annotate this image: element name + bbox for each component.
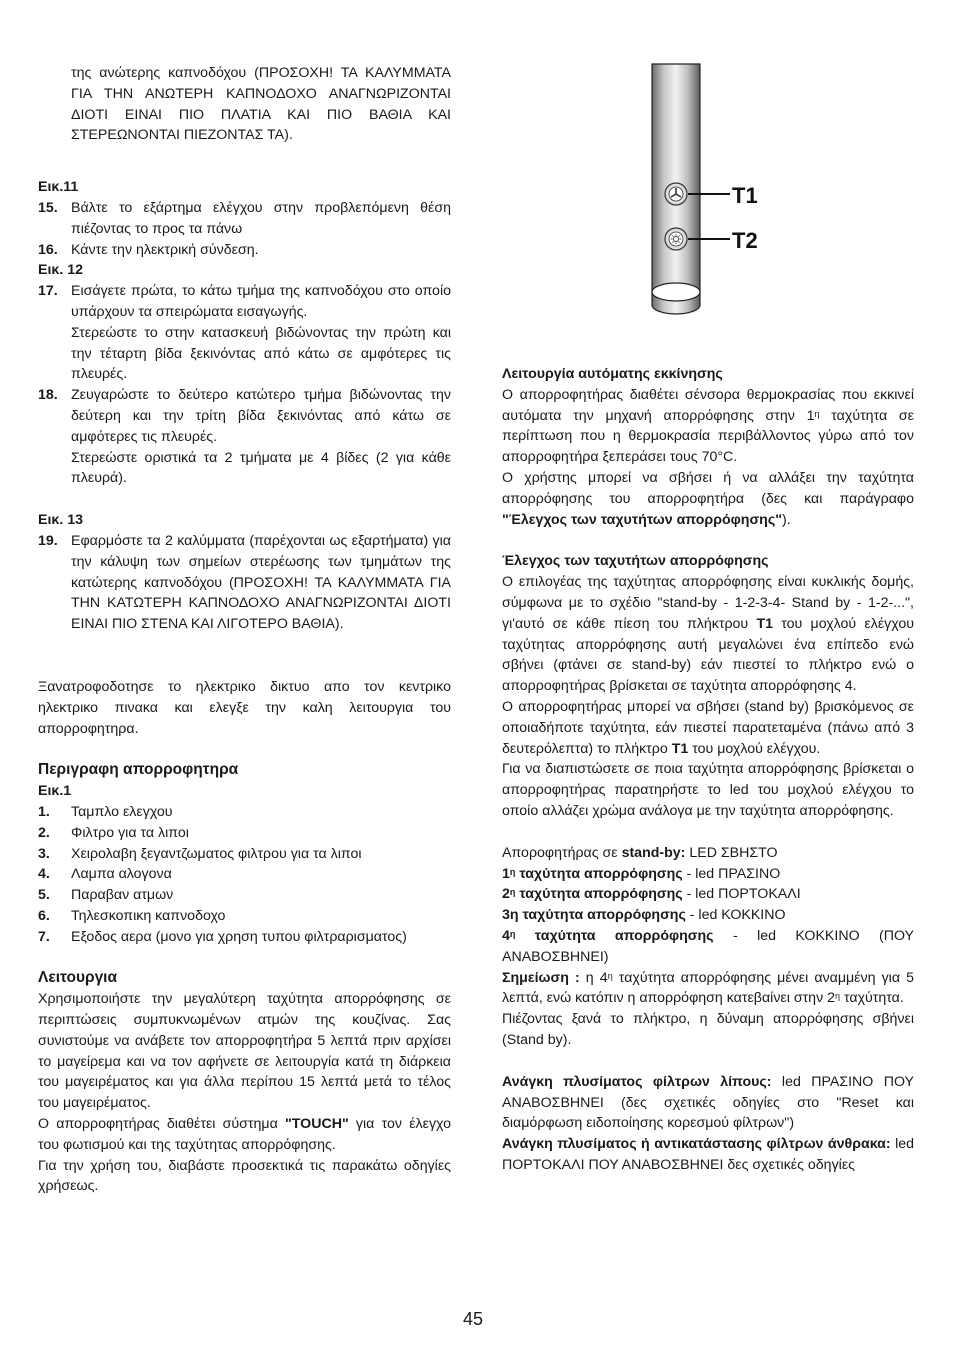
led-state: - led ΚΟΚΚΙΝΟ (ΠΟΥ ΑΝΑΒΟΣΒΗΝΕΙ) <box>502 927 915 965</box>
superscript: η <box>509 928 516 939</box>
step-text <box>71 385 451 489</box>
parts-list-item <box>38 864 451 885</box>
operation-heading: Λειτουργια <box>38 969 118 987</box>
superscript: η <box>509 887 516 898</box>
text-run: Ο απορροφητήρας διαθέτει σύστημα <box>38 1116 286 1133</box>
speed-4-line <box>502 926 914 968</box>
operation-paragraph-3: Για την χρήση του, διαβάστε προσεκτικά τις παρακάτω οδηγίες χρήσεως. <box>38 1157 451 1195</box>
part-text: Εξοδος αερα (μονο για χρηση τυπου φιλτραρισματος) <box>71 928 407 945</box>
led-state: - led ΠΡΑΣΙΝΟ <box>682 865 781 882</box>
control-panel-diagram <box>620 60 770 335</box>
light-icon <box>665 228 687 250</box>
part-number: 5. <box>38 887 50 904</box>
step-text-part1: Εισάγετε πρώτα, το κάτω τμήμα της καπνοδόχου στο οποίο υπάρχουν τα σπειρώματα εισαγωγής. <box>71 283 451 320</box>
speed-control-heading: Έλεγχος των ταχυτήτων απορρόφησης <box>502 553 769 570</box>
speed-1-line <box>502 864 914 885</box>
speed-2-line <box>502 884 914 905</box>
part-text: Τηλεσκοπικη καπνοδοχο <box>71 907 226 924</box>
led-state: - led ΚΟΚΚΙΝΟ <box>685 907 786 924</box>
speed-label: 3η ταχύτητα απορρόφησης <box>502 907 686 924</box>
note-label: Σημείωση : <box>502 969 580 986</box>
operation-paragraph-1: Χρησιμοποιήστε την μεγαλύτερη ταχύτητα απορρόφησης σε περιπτώσεις συμπυκνωμένων ατμών της κουζίνας. Σας συνιστούμε να ανάβετε τον απορροφητήρα 5 λεπτά πριν αρχίσει το μαγείρεμα και να τον αφήνετε σε λειτουργία κατά τη διάρκεια του μαγειρέματος και για άλλα περίπου 15 λεπτά μετά το τέλος του μαγειρέματος. <box>38 991 451 1112</box>
part-number: 2. <box>38 824 50 841</box>
text-run: του μοχλού ελέγχου ταχύτητας απορρόφησης αυτή μεγαλώνει ένα επίπεδο ενώ σβήνει (φτάνει σε stand-by) εάν πιεστεί το πλήκτρο ενώ ο απορροφητήρας βρίσκεται σε ταχύτητα απορρόφησης 4. <box>502 615 914 695</box>
parts-list-item <box>38 802 451 823</box>
text-run: του μοχλού ελέγχου. <box>688 740 821 757</box>
parts-list-item <box>38 823 451 844</box>
carbon-filter-label: Ανάγκη πλυσίματος ή αντικατάστασης φίλτρων άνθρακα: <box>502 1136 891 1153</box>
superscript: η <box>835 991 841 1002</box>
text-run: για τον έλεγχο του φωτισμού και της ταχύτητας απορρόφησης. <box>38 1116 451 1153</box>
text-run: ταχύτητα απορρόφησης μένει αναμμένη για 5 λεπτά, ενώ κατόπιν η απορρόφηση κατεβαίνει στην 2 <box>502 969 915 1007</box>
speed-paragraph-2 <box>502 697 914 759</box>
parts-list-item <box>38 906 451 927</box>
part-number: 3. <box>38 845 50 862</box>
step-18 <box>38 385 451 489</box>
step-17 <box>38 281 451 385</box>
speed-label: ταχύτητα απορρόφησης <box>515 886 683 903</box>
right-column <box>502 364 914 1176</box>
grease-filter-label: Ανάγκη πλυσίματος φίλτρων λίπους: <box>502 1073 772 1090</box>
text-run: Αποροφητήρας σε <box>502 844 622 861</box>
part-text: Λαμπα αλογονα <box>71 866 172 883</box>
standby-line <box>502 843 914 864</box>
step-text: Εφαρμόστε τα 2 καλύμματα (παρέχονται ως εξαρτήματα) για την κάλυψη των σημείων στερέωσης των τμημάτων της κατώτερης καπνοδόχου (ΠΡΟΣΟΧΗ! ΤΑ ΚΑΛΥΜΜΑΤΑ ΓΙΑ ΤΗΝ ΚΑΤΩΤΕΡΗ ΚΑΠΝΟΔΟΧΟ ΑΝΑΓΝΩΡΙΖΟΝΤΑΙ ΔΙΟΤΙ ΕΙΝΑΙ ΠΙΟ ΣΤΕΝΑ ΚΑΙ ΛΙΓΟΤΕΡΟ ΒΑΘΙΑ). <box>71 532 451 633</box>
text-run: η 4 <box>579 969 608 986</box>
continued-text: της ανώτερης καπνοδόχου (ΠΡΟΣΟΧΗ! ΤΑ ΚΑΛΥΜΜΑΤΑ ΓΙΑ ΤΗΝ ΑΝΩΤΕΡΗ ΚΑΠΝΟΔΟΧΟ ΑΝΑΓΝΩΡΙΖΟΝΤΑΙ ΔΙΟΤΙ ΕΙΝΑΙ ΠΙΟ ΠΛΑΤΙΑ ΚΑΙ ΠΙΟ ΒΑΘΙΑ ΚΑΙ ΣΤΕΡΕΩΝΟΝΤΑΙ ΠΙΕΖΟΝΤΑΣ ΤΑ). <box>71 65 451 144</box>
auto-start-paragraph-1 <box>502 385 914 468</box>
text-run: Ο επιλογέας της ταχύτητας απορρόφησης είναι κυκλικής δομής, σύμφωνα με το σχέδιο "stand-by - 1-2-3-4- Stand by - 1-2-...", γι'αυτό σε κάθε πίεση του πλήκτρου <box>502 574 914 632</box>
step-number: 18. <box>38 387 58 404</box>
text-run: led ΠΟΡΤΟΚΑΛΙ ΠΟΥ ΑΝΑΒΟΣΒΗΝΕΙ δες σχετικές οδηγίες <box>502 1136 915 1173</box>
text-run: Ο χρήστης μπορεί να σβήσει ή να αλλάξει την ταχύτητα απορρόφησης του απορροφητήρα (δες και παράγραφο <box>502 469 914 507</box>
part-text: Χειρολαβη ξεγαντζωματος φιλτρου για τα λιποι <box>71 845 362 862</box>
grease-filter-paragraph <box>502 1072 914 1134</box>
step-number: 15. <box>38 199 58 216</box>
reconnect-text: Ξανατροφοδοτησε το ηλεκτρικο δικτυο απο τον κεντρικο ηλεκτρικο πινακα και ελεγξε την καλη λειτουργια του απορροφητηρα. <box>38 678 451 737</box>
press-again-paragraph: Πιέζοντας ξανά το πλήκτρο, η δύναμη απορρόφησης σβήνει (Stand by). <box>502 1011 914 1048</box>
step-text <box>71 281 451 385</box>
step-text-part1: Ζευγαρώστε το δεύτερο κατώτερο τμήμα βιδώνοντας την δεύτερη και την τρίτη βίδα ξεκινόντας από κάτω σε αμφότερες τις πλευρές. <box>71 387 451 445</box>
part-number: 4. <box>38 866 50 883</box>
step-19 <box>38 531 451 635</box>
touch-label: "TOUCH" <box>285 1116 349 1133</box>
parts-list-item <box>38 885 451 906</box>
t2-label: T2 <box>732 228 758 253</box>
parts-list-item <box>38 844 451 865</box>
t1-label: T1 <box>732 183 758 208</box>
part-number: 7. <box>38 928 50 945</box>
operation-paragraph-2 <box>38 1114 451 1156</box>
superscript: η <box>607 970 613 981</box>
text-run: ταχύτητα σε περίπτωση που η θερμοκρασία περιβάλλοντος γύρω από τον απορροφητήρα ξεπεράσει τους 70°C. <box>502 407 914 466</box>
carbon-filter-paragraph <box>502 1134 914 1176</box>
figure-11-label: Εικ.11 <box>38 179 79 196</box>
step-16 <box>38 240 451 261</box>
step-text: Βάλτε το εξάρτημα ελέγχου στην προβλεπόμενη θέση πιέζοντας το προς τα πάνω <box>71 199 451 237</box>
speed-label: ταχύτητα απορρόφησης <box>515 865 683 882</box>
part-text: Ταμπλο ελεγχου <box>71 803 173 820</box>
description-heading: Περιγραφη απορροφητηρα <box>38 761 239 779</box>
part-number: 6. <box>38 907 50 924</box>
note-paragraph <box>502 968 914 1010</box>
text-run: ταχύτητα. <box>840 990 904 1007</box>
step-text-part2: Στερεώστε το στην κατασκευή βιδώνοντας την πρώτη και την τέταρτη βίδα ξεκινόντας από κάτω σε αμφότερες τις πλευρές. <box>71 324 451 383</box>
step-number: 17. <box>38 283 58 300</box>
text-run: led ΠΡΑΣΙΝΟ ΠΟΥ ΑΝΑΒΟΣΒΗΝΕΙ (δες σχετικές οδηγίες στο "Reset και διαμόρφωση ειδοποίησης κορεσμού φίλτρων") <box>502 1073 914 1132</box>
left-column <box>38 63 451 1197</box>
text-run: LED ΣΒΗΣΤΟ <box>685 844 778 861</box>
page-number: 45 <box>463 1309 484 1329</box>
auto-start-paragraph-2 <box>502 468 914 530</box>
led-state: - led ΠΟΡΤΟΚΑΛΙ <box>682 886 801 903</box>
t1-reference: T1 <box>671 740 689 757</box>
auto-start-heading: Λειτουργία αυτόματης εκκίνησης <box>502 366 723 382</box>
fan-icon <box>665 183 687 205</box>
speed-paragraph-3: Για να διαπιστώσετε σε ποια ταχύτητα απορρόφησης βρίσκεται ο απορροφητήρας παρατηρήστε το led του μοχλού ελέγχου το οποίο αλλάζει χρώμα ανάλογα με την ταχύτητα απορρόφησης. <box>502 761 914 819</box>
text-run: ). <box>781 511 791 528</box>
text-run: Ο απορροφητήρας διαθέτει σένσορα θερμοκρασίας που εκκινεί αυτόματα την μηχανή απορρόφησης στην 1 <box>502 386 914 424</box>
step-text: Κάντε την ηλεκτρική σύνδεση. <box>71 241 259 258</box>
speed-number: 2 <box>502 886 510 903</box>
text-run: Ο απορροφητήρας μπορεί να σβήσει (stand by) βρισκόμενος σε οποιαδήποτε ταχύτητα, εάν πιεστεί παρατεταμένα (πάνω από 3 δευτερόλεπτα) το πλήκτρο <box>502 698 914 757</box>
standby-label: stand-by: <box>621 844 686 861</box>
section-reference: "Έλεγχος των ταχυτήτων απορρόφησης" <box>502 511 782 528</box>
part-text: Φιλτρο για τα λιποι <box>71 824 189 841</box>
figure-12-label: Εικ. 12 <box>38 262 83 279</box>
speed-number: 4 <box>502 927 510 944</box>
t1-reference: T1 <box>756 615 773 632</box>
speed-number: 1 <box>502 865 510 882</box>
speed-paragraph-1 <box>502 572 914 697</box>
figure-13-label: Εικ. 13 <box>38 512 83 529</box>
part-number: 1. <box>38 803 50 820</box>
part-text: Παραβαν ατμων <box>71 887 174 904</box>
step-number: 19. <box>38 532 58 549</box>
speed-3-line <box>502 905 914 926</box>
figure-1-label: Εικ.1 <box>38 783 72 800</box>
parts-list-item <box>38 927 451 948</box>
step-15 <box>38 198 451 240</box>
step-number: 16. <box>38 241 58 258</box>
parts-list <box>38 802 451 948</box>
step-text-part2: Στερεώστε οριστικά τα 2 τμήματα με 4 βίδες (2 για κάθε πλευρά). <box>71 449 451 487</box>
superscript: η <box>509 866 516 877</box>
superscript: η <box>814 408 820 419</box>
speed-label: ταχύτητα απορρόφησης <box>515 927 714 944</box>
